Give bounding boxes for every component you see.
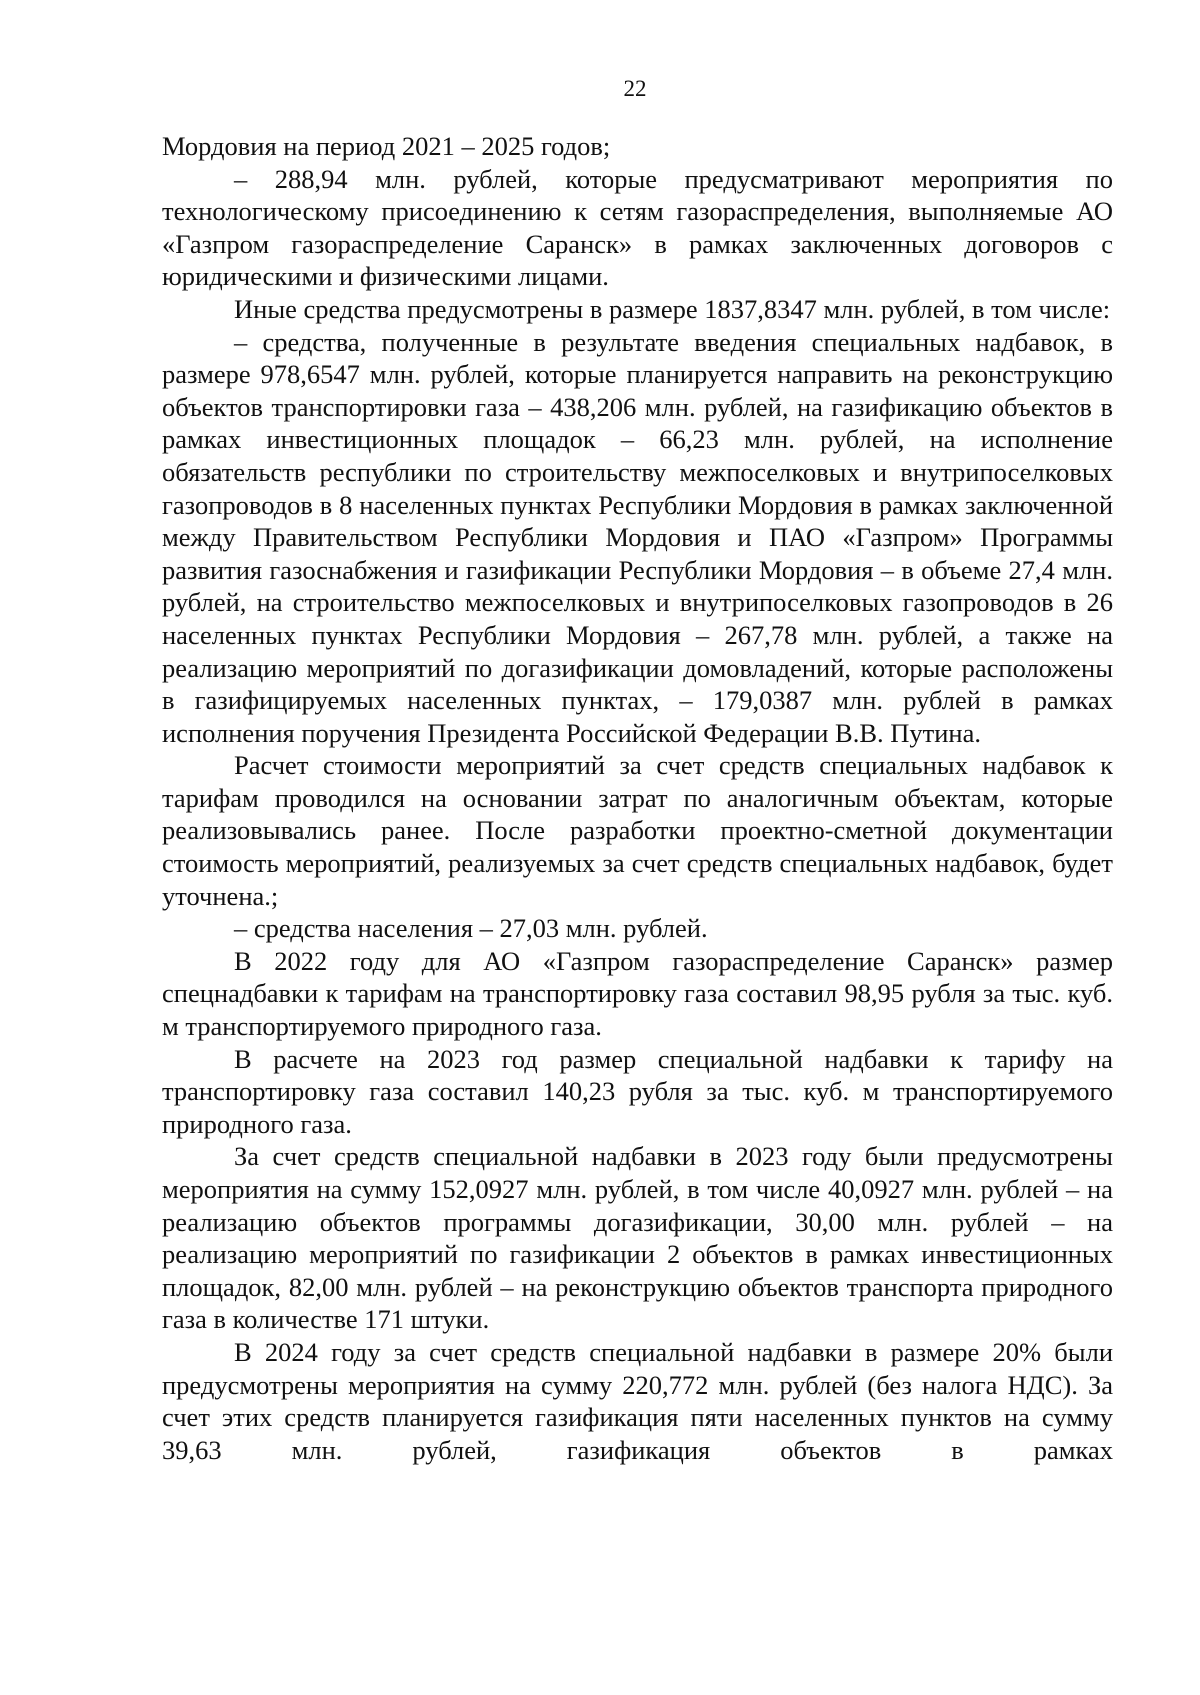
- document-body: [162, 130, 1113, 1466]
- paragraph-2023-measures: За счет средств специальной надбавки в 2023 году были предусмотрены мероприятия на сумму 152,0927 млн. рублей, в том числе 40,0927 млн. рублей – на реализацию объектов программы догазификации, 30,00 млн. рублей – на реализацию мероприятий по газификации 2 объектов в рамках инвестиционных площадок, 82,00 млн. рублей – на реконструкцию объектов транспорта природного газа в количестве 171 штуки.: [162, 1141, 1113, 1335]
- paragraph-special-surcharges: – средства, полученные в результате введения специальных надбавок, в размере 978,6547 млн. рублей, которые планируется направить на реконструкцию объектов транспортировки газа – 438,206 млн. рублей, на газификацию объектов в рамках инвестиционных площадок – 66,23 млн. рублей, на исполнение обязательств республики по строительству межпоселковых и внутрипоселковых газопроводов в 8 населенных пунктах Республики Мордовия в рамках заключенной между Правительством Республики Мордовия и ПАО «Газпром» Программы развития газоснабжения и газификации Республики Мордовия – в объеме 27,4 млн. рублей, на строительство межпоселковых и внутрипоселковых газопроводов в 26 населенных пунктах Республики Мордовия – 267,78 млн. рублей, а также на реализацию мероприятий по догазификации домовладений, которые расположены в газифицируемых населенных пунктах, – 179,0387 млн. рублей в рамках исполнения поручения Президента Российской Федерации В.В. Путина.: [162, 326, 1113, 748]
- paragraph-continuation: Мордовия на период 2021 – 2025 годов;: [162, 131, 611, 161]
- paragraph-2024-measures: В 2024 году за счет средств специальной надбавки в размере 20% были предусмотрены мероприятия на сумму 220,772 млн. рублей (без налога НДС). За счет этих средств планируется газификация пяти населенных пунктов на сумму 39,63 млн. рублей, газификация объектов в рамках: [162, 1336, 1113, 1465]
- paragraph-2022-surcharge: В 2022 году для АО «Газпром газораспределение Саранск» размер спецнадбавки к тарифам на транспортировку газа составил 98,95 рубля за тыс. куб. м транспортируемого природного газа.: [162, 945, 1113, 1042]
- paragraph-cost-calculation: Расчет стоимости мероприятий за счет средств специальных надбавок к тарифам проводился на основании затрат по аналогичным объектам, которые реализовывались ранее. После разработки проектно-сметной документации стоимость мероприятий, реализуемых за счет средств специальных надбавок, будет уточнена.;: [162, 750, 1113, 911]
- paragraph-2023-surcharge: В расчете на 2023 год размер специальной надбавки к тарифу на транспортировку газа составил 140,23 рубля за тыс. куб. м транспортируемого природного газа.: [162, 1043, 1113, 1139]
- paragraph-population-funds: – средства населения – 27,03 млн. рублей.: [234, 913, 708, 944]
- page-number: 22: [623, 76, 647, 101]
- paragraph-tech-connection: – 288,94 млн. рублей, которые предусматривают мероприятия по технологическому присоединению к сетям газораспределения, выполняемые АО «Газпром газораспределение Саранск» в рамках заключенных договоров с юридическими и физическими лицами.: [162, 163, 1113, 292]
- paragraph-other-funds: Иные средства предусмотрены в размере 1837,8347 млн. рублей, в том числе:: [234, 293, 1111, 324]
